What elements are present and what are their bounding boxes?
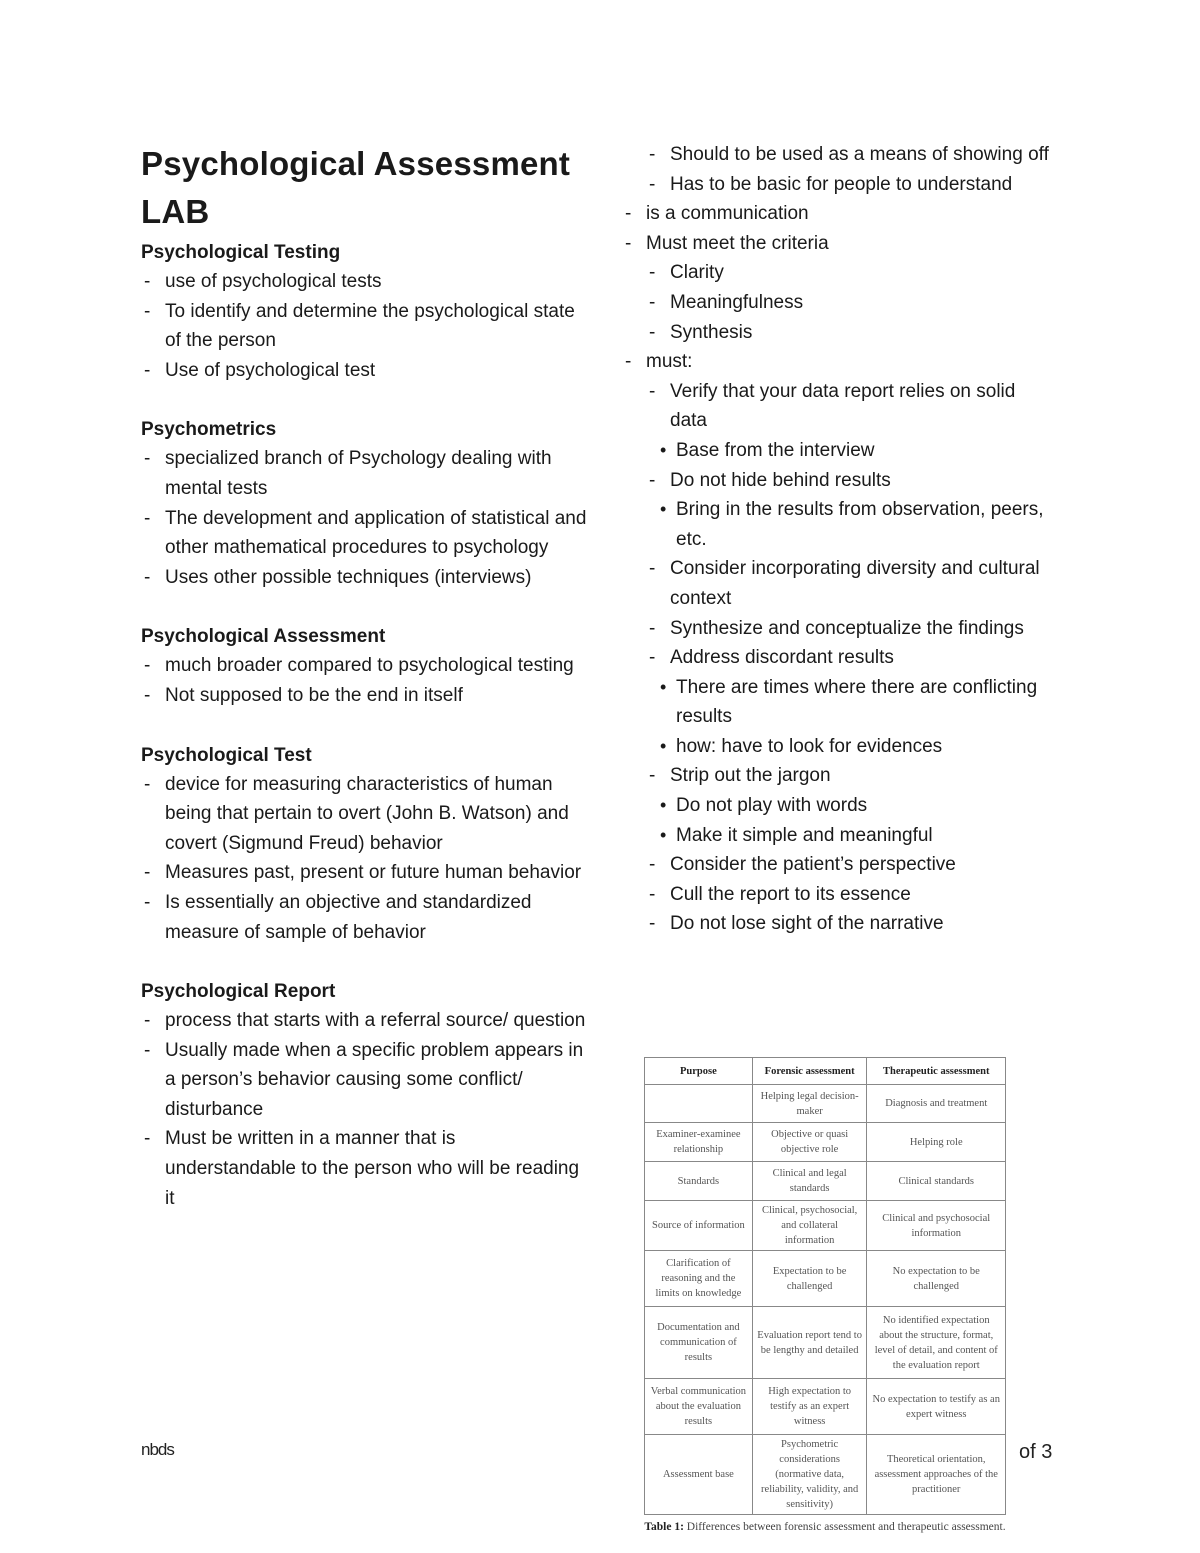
table-cell: Objective or quasi objective role	[752, 1123, 867, 1162]
table-header-cell: Therapeutic assessment	[867, 1058, 1006, 1085]
table-row	[645, 1435, 1006, 1515]
assessment-list	[141, 651, 591, 710]
list-item: - Consider incorporating diversity and cultural context	[622, 554, 1052, 613]
list-item: • Base from the interview	[622, 436, 1052, 466]
testing-list	[141, 267, 591, 385]
list-item: - specialized branch of Psychology dealing with mental tests	[141, 444, 591, 503]
table-caption-label: Table 1:	[644, 1521, 684, 1533]
list-item: - Cull the report to its essence	[622, 880, 1052, 910]
list-item: • how: have to look for evidences	[622, 732, 1052, 762]
table-cell: Clinical, psychosocial, and collateral information	[752, 1201, 867, 1251]
table-row	[645, 1379, 1006, 1435]
list-item: - Use of psychological test	[141, 356, 591, 386]
section-heading-psychometrics: Psychometrics	[141, 419, 277, 441]
section-heading-report: Psychological Report	[141, 981, 336, 1003]
table-cell: Standards	[645, 1162, 753, 1201]
table-cell: Expectation to be challenged	[752, 1251, 867, 1307]
table-cell: Examiner-examinee relationship	[645, 1123, 753, 1162]
list-item: - Should to be used as a means of showing off	[622, 140, 1052, 170]
list-item: - Meaningfulness	[622, 288, 1052, 318]
list-item: - device for measuring characteristics of human being that pertain to overt (John B. Watson) and covert (Sigmund Freud) behavior	[141, 770, 591, 859]
footer-author: nbds	[141, 1440, 174, 1459]
table-cell: No identified expectation about the structure, format, level of detail, and content of the evaluation report	[867, 1307, 1006, 1379]
list-item: - Has to be basic for people to understand	[622, 170, 1052, 200]
list-item: - Do not hide behind results	[622, 466, 1052, 496]
list-item: - Is essentially an objective and standardized measure of sample of behavior	[141, 888, 591, 947]
table-cell: Helping role	[867, 1123, 1006, 1162]
table-row	[645, 1201, 1006, 1251]
list-item: • Make it simple and meaningful	[622, 821, 1052, 851]
section-heading-test: Psychological Test	[141, 744, 312, 766]
section-heading-assessment: Psychological Assessment	[141, 626, 386, 648]
list-item: - Do not lose sight of the narrative	[622, 909, 1052, 939]
table-cell: No expectation to testify as an expert witness	[867, 1379, 1006, 1435]
list-item: - process that starts with a referral source/ question	[141, 1006, 591, 1036]
list-item: - Strip out the jargon	[622, 761, 1052, 791]
table-row	[645, 1162, 1006, 1201]
table-cell: Clinical and psychosocial information	[867, 1201, 1006, 1251]
list-item: • Do not play with words	[622, 791, 1052, 821]
comparison-table-figure	[644, 1057, 1006, 1533]
table-cell: Psychometric considerations (normative data, reliability, validity, and sensitivity)	[752, 1435, 867, 1515]
list-item: - Verify that your data report relies on solid data	[622, 377, 1052, 436]
list-item: - Address discordant results	[622, 643, 1052, 673]
list-item: - use of psychological tests	[141, 267, 591, 297]
table-cell: Clarification of reasoning and the limits on knowledge	[645, 1251, 753, 1307]
list-item: - Consider the patient’s perspective	[622, 850, 1052, 880]
table-cell: Source of information	[645, 1201, 753, 1251]
list-item: - must:	[622, 347, 1052, 377]
report-list	[141, 1006, 591, 1213]
table-row	[645, 1307, 1006, 1379]
table-header-cell: Forensic assessment	[752, 1058, 867, 1085]
section-heading-testing: Psychological Testing	[141, 242, 341, 263]
list-item: - Usually made when a specific problem appears in a person’s behavior causing some conflict/ disturbance	[141, 1036, 591, 1125]
page-title: Psychological Assessment LAB	[141, 145, 571, 230]
list-item: - Synthesis	[622, 318, 1052, 348]
report-guidelines-list	[622, 140, 1052, 939]
list-item: - Not supposed to be the end in itself	[141, 681, 591, 711]
table-caption-text: Differences between forensic assessment and therapeutic assessment.	[686, 1521, 1006, 1533]
list-item: • There are times where there are conflicting results	[622, 673, 1052, 732]
table-row	[645, 1251, 1006, 1307]
list-item: - Uses other possible techniques (interviews)	[141, 563, 591, 593]
left-column	[141, 140, 591, 1213]
list-item: - Must meet the criteria	[622, 229, 1052, 259]
table-cell: Assessment base	[645, 1435, 753, 1515]
list-item: - Must be written in a manner that is understandable to the person who will be reading it	[141, 1124, 591, 1213]
table-cell: Diagnosis and treatment	[867, 1085, 1006, 1123]
list-item: - is a communication	[622, 199, 1052, 229]
test-list	[141, 770, 591, 948]
table-cell: Verbal communication about the evaluation results	[645, 1379, 753, 1435]
table-cell: Evaluation report tend to be lengthy and detailed	[752, 1307, 867, 1379]
table-cell: Clinical standards	[867, 1162, 1006, 1201]
list-item: - To identify and determine the psychological state of the person	[141, 297, 591, 356]
table-header-row	[645, 1058, 1006, 1085]
list-item: - The development and application of statistical and other mathematical procedures to psychology	[141, 504, 591, 563]
table-cell	[645, 1085, 753, 1123]
table-cell: No expectation to be challenged	[867, 1251, 1006, 1307]
list-item: - Synthesize and conceptualize the findings	[622, 614, 1052, 644]
table-cell: Documentation and communication of results	[645, 1307, 753, 1379]
table-header-cell: Purpose	[645, 1058, 753, 1085]
list-item: - much broader compared to psychological testing	[141, 651, 591, 681]
table-cell: Theoretical orientation, assessment approaches of the practitioner	[867, 1435, 1006, 1515]
table-cell: Helping legal decision-maker	[752, 1085, 867, 1123]
right-column	[622, 140, 1052, 939]
list-item: - Clarity	[622, 258, 1052, 288]
table-row	[645, 1123, 1006, 1162]
list-item: - Measures past, present or future human behavior	[141, 858, 591, 888]
table-row	[645, 1085, 1006, 1123]
psychometrics-list	[141, 444, 591, 592]
list-item: • Bring in the results from observation, peers, etc.	[622, 495, 1052, 554]
table-cell: Clinical and legal standards	[752, 1162, 867, 1201]
comparison-table	[644, 1057, 1006, 1515]
footer-page-count: of 3	[1019, 1441, 1053, 1463]
table-cell: High expectation to testify as an expert witness	[752, 1379, 867, 1435]
table-caption	[644, 1521, 1006, 1533]
